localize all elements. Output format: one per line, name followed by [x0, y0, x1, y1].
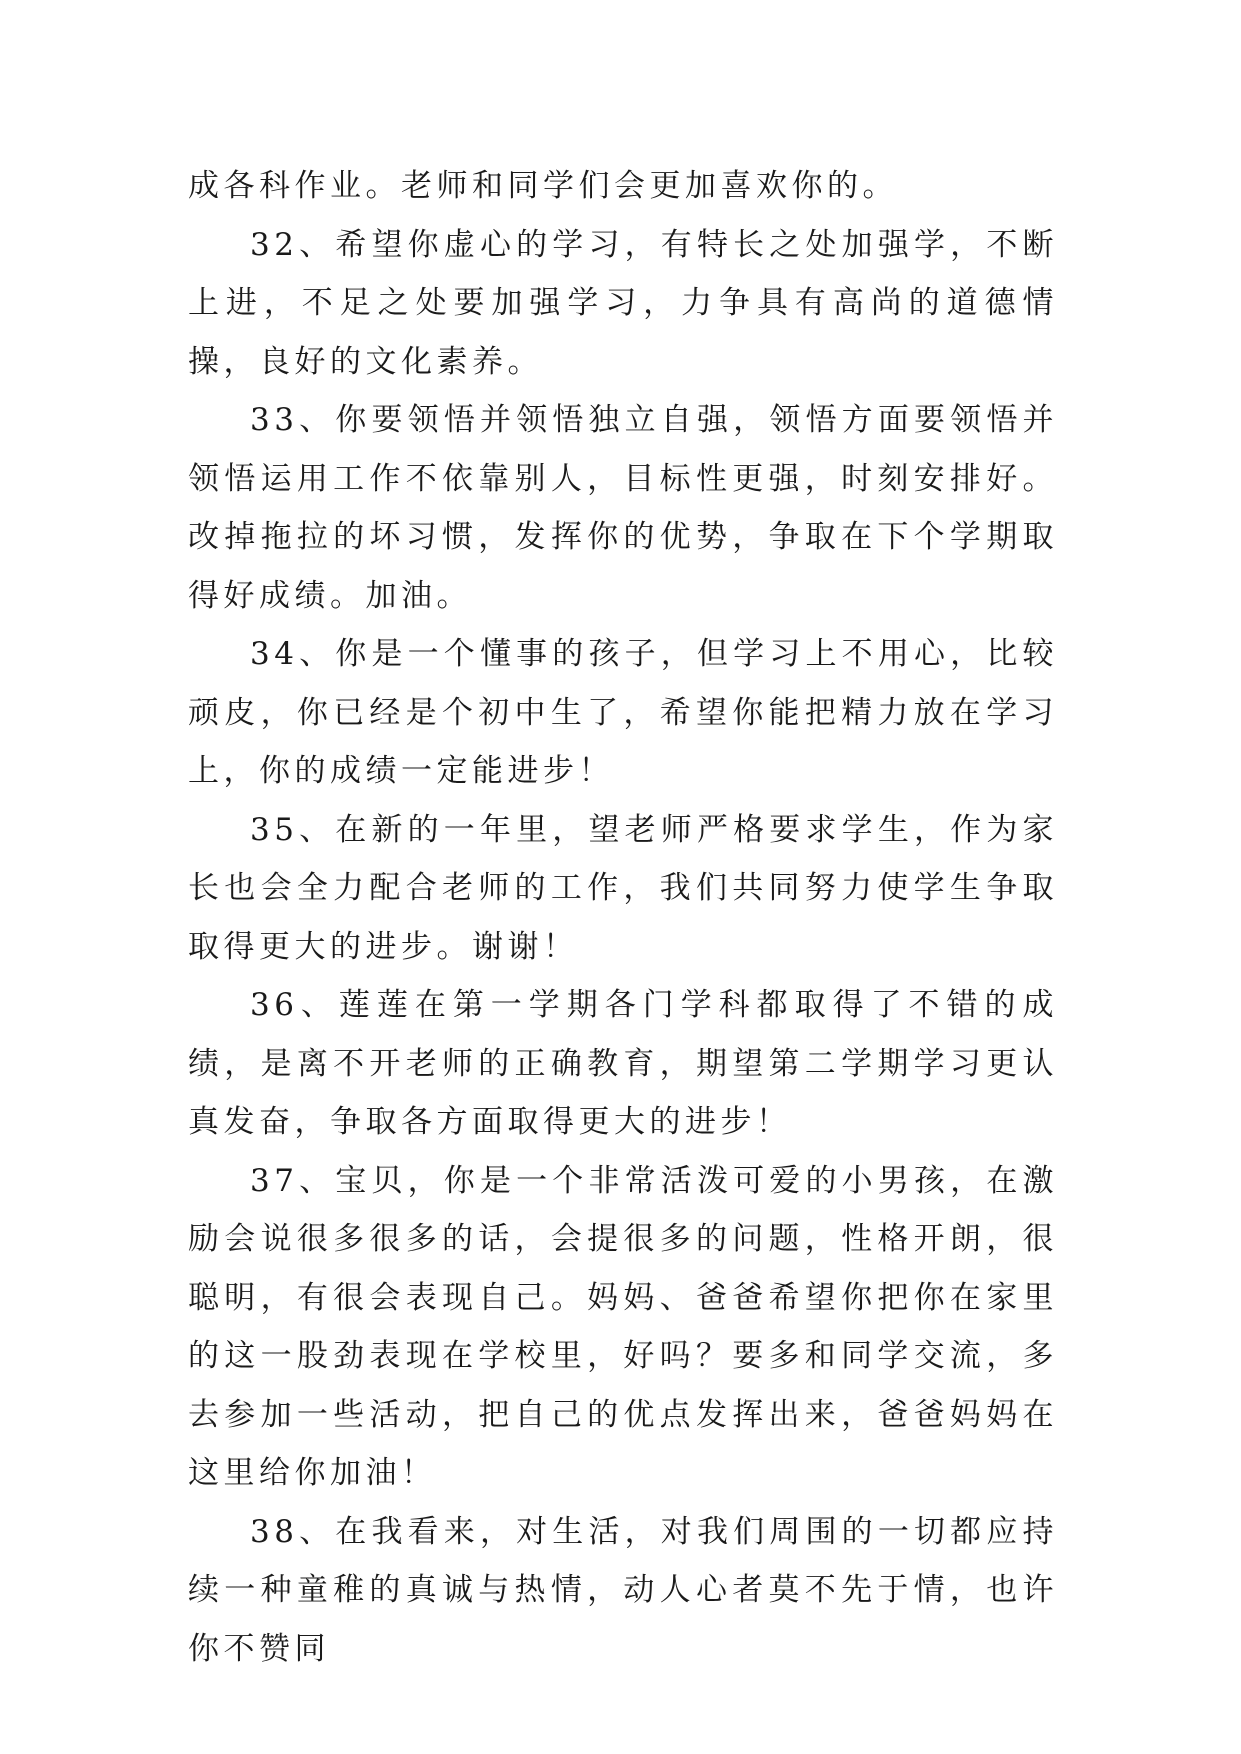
- paragraph-35: 35、在新的一年里，望老师严格要求学生，作为家长也会全力配合老师的工作，我们共同努力使学生争取取得更大的进步。谢谢！: [188, 811, 1058, 965]
- paragraph-34: 34、你是一个懂事的孩子，但学习上不用心，比较顽皮，你已经是个初中生了，希望你能把精力放在学习上，你的成绩一定能进步！: [188, 636, 1058, 789]
- paragraph-37: 37、宝贝，你是一个非常活泼可爱的小男孩，在激励会说很多很多的话，会提很多的问题，性格开朗，很聪明，有很会表现自己。妈妈、爸爸希望你把你在家里的这一股劲表现在学校里，好吗？要多和同学交流，多去参加一些活动，把自己的优点发挥出来，爸爸妈妈在这里给你加油！: [188, 1162, 1058, 1491]
- document-body: [188, 157, 1058, 1678]
- paragraph-32: 32、希望你虚心的学习，有特长之处加强学，不断上进，不足之处要加强学习，力争具有高尚的道德情操，良好的文化素养。: [188, 226, 1058, 380]
- paragraph-33: 33、你要领悟并领悟独立自强，领悟方面要领悟并领悟运用工作不依靠别人，目标性更强，时刻安排好。改掉拖拉的坏习惯，发挥你的优势，争取在下个学期取得好成绩。加油。: [188, 402, 1058, 614]
- paragraph-continuation: 成各科作业。老师和同学们会更加喜欢你的。: [188, 168, 898, 204]
- paragraph-38: 38、在我看来，对生活，对我们周围的一切都应持续一种童稚的真诚与热情，动人心者莫不先于情，也许你不赞同: [188, 1513, 1058, 1667]
- paragraph-36: 36、莲莲在第一学期各门学科都取得了不错的成绩，是离不开老师的正确教育，期望第二学期学习更认真发奋，争取各方面取得更大的进步！: [188, 987, 1058, 1140]
